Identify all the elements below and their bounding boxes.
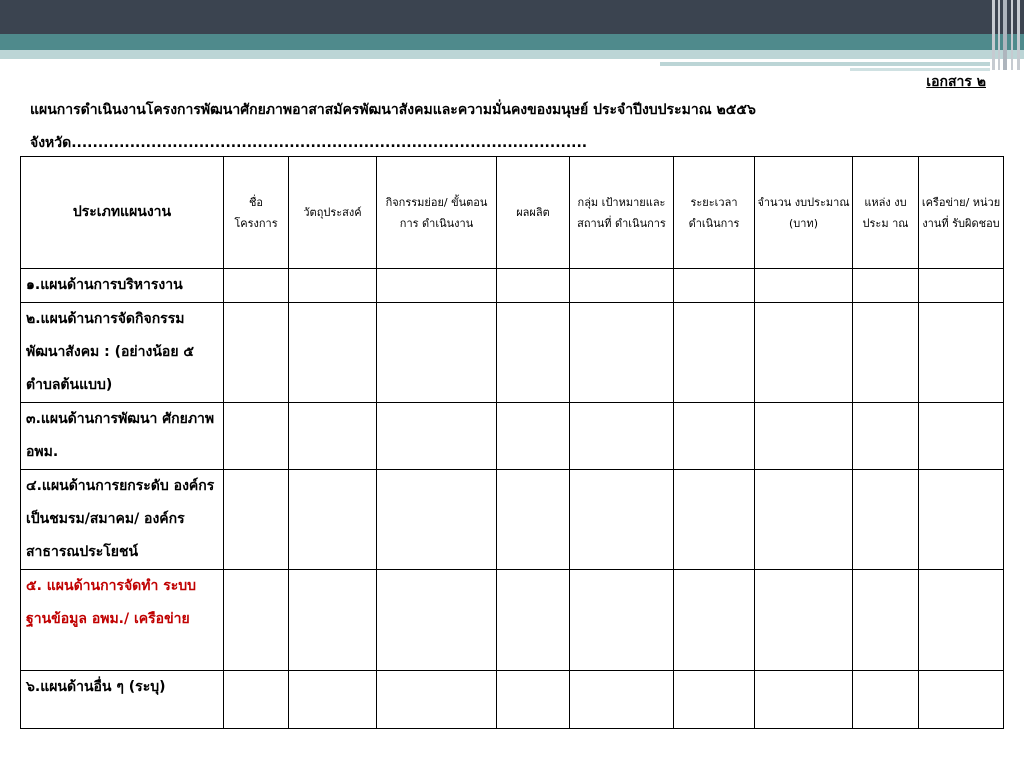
table-cell	[497, 671, 570, 729]
table-cell	[755, 671, 853, 729]
table-cell	[289, 269, 377, 303]
table-cell	[570, 403, 674, 470]
table-cell	[674, 269, 755, 303]
table-cell	[377, 671, 497, 729]
table-cell	[377, 269, 497, 303]
plan-type-cell: ๔.แผนด้านการยกระดับ องค์กรเป็นชมรม/สมาคม/ องค์กรสาธารณประโยชน์	[21, 470, 224, 570]
table-cell	[570, 269, 674, 303]
table-row	[21, 570, 1004, 671]
table-cell	[570, 570, 674, 671]
table-cell	[853, 470, 919, 570]
table-header-row	[21, 157, 1004, 269]
column-header-responsible: เครือข่าย/ หน่วยงานที่ รับผิดชอบ	[919, 157, 1004, 269]
table-cell	[224, 570, 289, 671]
column-header-objective: วัตถุประสงค์	[289, 157, 377, 269]
table-cell	[497, 570, 570, 671]
table-row	[21, 303, 1004, 403]
table-cell	[289, 570, 377, 671]
table-cell	[853, 403, 919, 470]
column-header-project-name: ชื่อ โครงการ	[224, 157, 289, 269]
banner-stripe	[1011, 0, 1013, 70]
table-cell	[224, 671, 289, 729]
column-header-target-group: กลุ่ม เป้าหมายและ สถานที่ ดำเนินการ	[570, 157, 674, 269]
plan-type-cell: ๑.แผนด้านการบริหารงาน	[21, 269, 224, 303]
table-cell	[853, 570, 919, 671]
table-cell	[674, 570, 755, 671]
table-cell	[755, 269, 853, 303]
table-row	[21, 403, 1004, 470]
column-header-output: ผลผลิต	[497, 157, 570, 269]
page-title: แผนการดำเนินงานโครงการพัฒนาศักยภาพอาสาสมัครพัฒนาสังคมและความมั่นคงของมนุษย์ ประจำปีงบประมาณ ๒๕๕๖	[30, 102, 756, 118]
column-header-budget: จำนวน งบประมาณ (บาท)	[755, 157, 853, 269]
table-row	[21, 671, 1004, 729]
banner-stripe	[1003, 0, 1007, 70]
column-header-plan-type: ประเภทแผนงาน	[21, 157, 224, 269]
table-cell	[497, 269, 570, 303]
table-cell	[377, 570, 497, 671]
table-cell	[674, 403, 755, 470]
plan-type-cell: ๓.แผนด้านการพัฒนา ศักยภาพ อพม.	[21, 403, 224, 470]
table-cell	[755, 303, 853, 403]
province-line: จังหวัด.................................................................................................	[30, 135, 588, 151]
table-cell	[377, 403, 497, 470]
table-cell	[497, 403, 570, 470]
banner-stripe	[1017, 0, 1020, 70]
column-header-budget-source: แหล่ง งบประม าณ	[853, 157, 919, 269]
table-cell	[919, 269, 1004, 303]
plan-type-cell: ๒.แผนด้านการจัดกิจกรรม พัฒนาสังคม : (อย่างน้อย ๕ ตำบลต้นแบบ)	[21, 303, 224, 403]
table-cell	[497, 470, 570, 570]
table-cell	[755, 403, 853, 470]
banner-light-band	[0, 50, 1024, 59]
table-cell	[755, 570, 853, 671]
banner-rule	[660, 62, 990, 66]
banner-stripe	[998, 0, 1000, 70]
table-cell	[853, 671, 919, 729]
document-label: เอกสาร ๒	[926, 74, 986, 90]
table-cell	[224, 303, 289, 403]
banner-accent-band	[0, 34, 1024, 50]
table-cell	[674, 671, 755, 729]
table-cell	[674, 470, 755, 570]
table-cell	[570, 470, 674, 570]
table-cell	[755, 470, 853, 570]
table-cell	[289, 403, 377, 470]
column-header-activities: กิจกรรมย่อย/ ขั้นตอนการ ดำเนินงาน	[377, 157, 497, 269]
top-banner	[0, 0, 1024, 34]
table-cell	[674, 303, 755, 403]
column-header-duration: ระยะเวลา ดำเนินการ	[674, 157, 755, 269]
table-cell	[853, 269, 919, 303]
table-cell	[377, 470, 497, 570]
table-cell	[497, 303, 570, 403]
table-cell	[919, 470, 1004, 570]
table-cell	[224, 470, 289, 570]
table-cell	[377, 303, 497, 403]
table-cell	[919, 403, 1004, 470]
table-cell	[570, 671, 674, 729]
banner-stripe	[992, 0, 995, 70]
table-row	[21, 269, 1004, 303]
plan-type-cell: ๕. แผนด้านการจัดทำ ระบบฐานข้อมูล อพม./ เครือข่าย	[21, 570, 224, 671]
plan-table	[20, 156, 1004, 729]
table-row	[21, 470, 1004, 570]
table-cell	[224, 269, 289, 303]
table-cell	[289, 671, 377, 729]
plan-type-cell: ๖.แผนด้านอื่น ๆ (ระบุ)	[21, 671, 224, 729]
table-cell	[919, 671, 1004, 729]
table-cell	[919, 303, 1004, 403]
table-cell	[919, 570, 1004, 671]
table-cell	[289, 303, 377, 403]
table-cell	[289, 470, 377, 570]
table-cell	[853, 303, 919, 403]
table-cell	[224, 403, 289, 470]
table-cell	[570, 303, 674, 403]
